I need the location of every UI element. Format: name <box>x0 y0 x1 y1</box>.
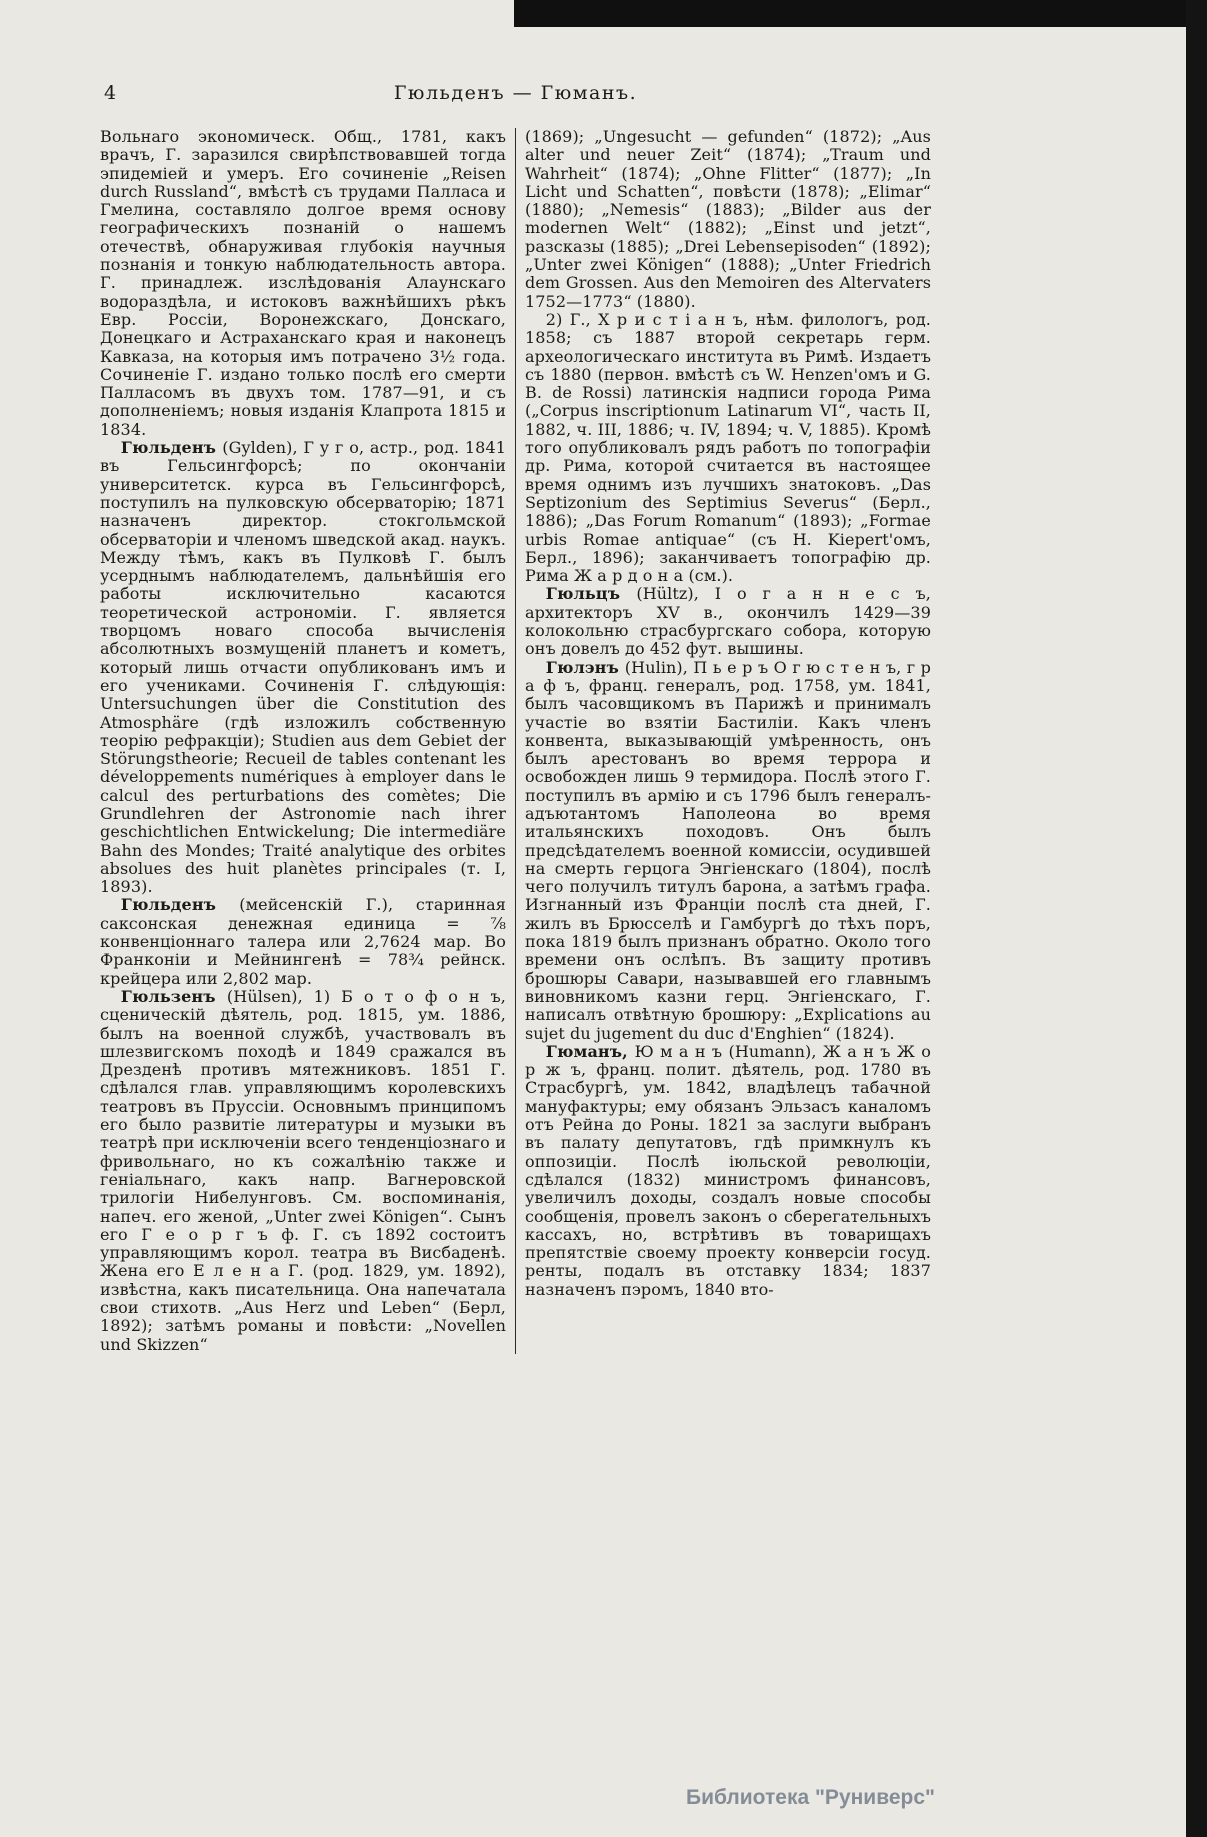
text-columns <box>100 128 931 1354</box>
entry-headword: Гюльденъ <box>120 438 223 458</box>
scan-edge-top <box>514 0 1207 27</box>
entry-headword: Гюльденъ <box>120 895 240 915</box>
entry-paragraph: Вольнаго экономическ. Общ., 1781, какъ врачъ, Г. заразился свирѣпствовавшей тогда эпидеміей и умеръ. Его сочиненіе „Reisen durch Russland“, вмѣстѣ съ трудами Палласа и Гмелина, составляло долгое время основу географическихъ познаній о нашемъ отечествѣ, обнаруживая глубокія научныя познанія и тонкую наблюдательность автора. Г. принадлеж. изслѣдованія Алаунскаго водораздѣла, и истоковъ важнѣйшихъ рѣкъ Евр. Россіи, Воронежскаго, Донскаго, Донецкаго и Астраханскаго края и наконецъ Кавказа, на которыя имъ потрачено 3½ года. Сочиненіе Г. издано только послѣ его смерти Палласомъ въ двухъ том. 1787—91, и съ дополненіемъ; новыя изданія Клапрота 1815 и 1834. <box>100 127 506 439</box>
entry-paragraph: 2) Г., Х р и с т і а н ъ, нѣм. филологъ, род. 1858; съ 1887 второй секретарь герм. археологическаго института въ Римѣ. Издаетъ съ 1880 (первон. вмѣстѣ съ W. Henzen'омъ и G. B. de Rossi) латинскія надписи города Рима („Corpus inscriptionum Latinarum VI“, часть II, 1882, ч. III, 1886; ч. IV, 1894; ч. V, 1885). Кромѣ того опубликовалъ рядъ работъ по топографіи др. Рима, которой считается въ настоящее время однимъ изъ лучшихъ знатоковъ. „Das Septizonium des Septimius Severus“ (Берл., 1886); „Das Forum Romanum“ (1893); „Formae urbis Romae antiquae“ (съ H. Kiepert'омъ, Берл., 1896); заканчиваетъ топографію др. Рима Ж а р д о н а (см.). <box>525 309 931 586</box>
running-title: Гюльденъ — Гюманъ. <box>393 82 638 104</box>
entry-paragraph: Гюльзенъ (Hülsen), 1) Б о т о ф о н ъ, сценическій дѣятель, род. 1815, ум. 1886, былъ на военной службѣ, участвовалъ въ шлезвигскомъ походѣ и 1849 сражался въ Дрезденѣ противъ мятежниковъ. 1851 Г. сдѣлался глав. управляющимъ королевскихъ театровъ въ Пруссіи. Основнымъ принципомъ его было развитіе литературы и музыки въ театрѣ при исключеніи всего тенденціознаго и фривольнаго, но къ сожалѣнію также и геніальнаго, какъ напр. Вагнеровской трилогіи Нибелунговъ. См. воспоминанія, напеч. его женой, „Unter zwei Königen“. Сынъ его Г е о р г ъ ф. Г. съ 1892 состоитъ управляющимъ корол. театра въ Висбаденѣ. Жена его Е л е н а Г. (род. 1829, ум. 1892), извѣстна, какъ писательница. Она напечатала свои стихотв. „Aus Herz und Leben“ (Берл, 1892); затѣмъ романы и повѣсти: „Novellen und Skizzen“ <box>100 986 506 1354</box>
entry-headword: Гюльзенъ <box>120 986 227 1006</box>
left-column <box>100 128 506 1354</box>
right-column <box>525 128 931 1354</box>
entry-paragraph: Гюлэнъ (Hulin), П ь е р ъ О г ю с т е н ъ, г р а ф ъ, франц. генералъ, род. 1758, ум. 1841, былъ часовщикомъ въ Парижѣ и принималъ участіе во взятіи Бастиліи. Какъ членъ конвента, выказывающій умѣренность, онъ былъ арестованъ во время террора и освобожден лишь 9 термидора. Послѣ этого Г. поступилъ въ армію и съ 1796 былъ генералъ-адъютантомъ Наполеона во время итальянскихъ походовъ. Онъ былъ предсѣдателемъ военной комиссіи, осудившей на смерть герцога Энгіенскаго (1804), послѣ чего получилъ титулъ барона, а затѣмъ графа. Изгнанный изъ Франціи послѣ ста дней, Г. жилъ въ Брюсселѣ и Гамбургѣ до тѣхъ поръ, пока 1819 былъ признанъ обратно. Около того времени онъ ослѣпъ. Въ защиту противъ брошюры Савари, называвшей его главнымъ виновникомъ казни герц. Энгіенскаго, Г. написалъ отвѣтную брошюру: „Explications au sujet du jugement du duc d'Enghien“ (1824). <box>525 657 931 1043</box>
column-divider <box>515 128 516 1354</box>
entry-paragraph: Гюманъ, Ю м а н ъ (Humann), Ж а н ъ Ж о р ж ъ, франц. полит. дѣятель, род. 1780 въ Страсбургѣ, ум. 1842, владѣлецъ табачной мануфактуры; ему обязанъ Эльзасъ каналомъ отъ Рейна до Роны. 1821 за заслуги выбранъ въ палату депутатовъ, гдѣ примкнулъ къ оппозиціи. Послѣ іюльской революціи, сдѣлался (1832) министромъ финансовъ, увеличилъ доходы, создалъ новые способы сообщенія, провелъ законъ о сберегательныхъ кассахъ, но, встрѣтивъ въ товарищахъ препятствіе своему проекту конверсіи госуд. ренты, подалъ въ отставку 1834; 1837 назначенъ пэромъ, 1840 вто- <box>525 1041 931 1299</box>
entry-paragraph: Гюльденъ (мейсенскій Г.), старинная саксонская денежная единица = ⅞ конвенціоннаго талера или 2,7624 мар. Во Франконіи и Мейнингенѣ = 78¾ рейнск. крейцера или 2,802 мар. <box>100 895 506 988</box>
page-number: 4 <box>104 82 117 104</box>
entry-paragraph: Гюльденъ (Gylden), Г у г о, астр., род. 1841 въ Гельсингфорсѣ; по окончаніи университетск. курса въ Гельсингфорсѣ, поступилъ на пулковскую обсерваторію; 1871 назначенъ директор. стокгольмской обсерваторіи и членомъ шведской акад. наукъ. Между тѣмъ, какъ въ Пулковѣ Г. былъ усерднымъ наблюдателемъ, дальнѣйшія его работы исключительно касаются теоретической астрономіи. Г. является творцомъ новаго способа вычисленія абсолютныхъ возмущеній планетъ и кометъ, который лишь отчасти опубликованъ имъ и его учениками. Сочиненія Г. слѣдующія: Untersuchungen über die Constitution des Atmosphäre (гдѣ изложилъ собственную теорію рефракціи); Studien aus dem Gebiet der Störungstheorie; Recueil de tables contenant les développements numériques à employer dans le calcul des perturbations des comètes; Die Grundlehren der Astronomie nach ihrer geschichtlichen Entwickelung; Die intermediäre Bahn des Mondes; Traité analytique des orbites absolues des huit planètes principales (т. I, 1893). <box>100 438 506 897</box>
entry-paragraph: (1869); „Ungesucht — gefunden“ (1872); „Aus alter und neuer Zeit“ (1874); „Traum und Wahrheit“ (1874); „Ohne Flitter“ (1877); „In Licht und Schatten“, повѣсти (1878); „Elimar“ (1880); „Nemesis“ (1883); „Bilder aus der modernen Welt“ (1882); „Einst und jetzt“, разсказы (1885); „Drei Lebensepisoden“ (1892); „Unter zwei Königen“ (1888); „Unter Friedrich dem Grossen. Aus den Memoiren des Altervaters 1752—1773“ (1880). <box>525 127 931 311</box>
page-header <box>100 82 931 108</box>
entry-headword: Гюманъ, <box>545 1041 635 1061</box>
entry-headword: Гюльцъ <box>545 584 637 604</box>
scan-edge-right <box>1186 0 1207 1837</box>
library-watermark: Библиотека "Руниверс" <box>685 1786 935 1809</box>
entry-paragraph: Гюльцъ (Hültz), І о г а н н е с ъ, архитекторъ XV в., окончилъ 1429—39 колокольню страсбургскаго собора, которую онъ довелъ до 452 фут. вышины. <box>525 584 931 659</box>
entry-headword: Гюлэнъ <box>545 657 625 677</box>
